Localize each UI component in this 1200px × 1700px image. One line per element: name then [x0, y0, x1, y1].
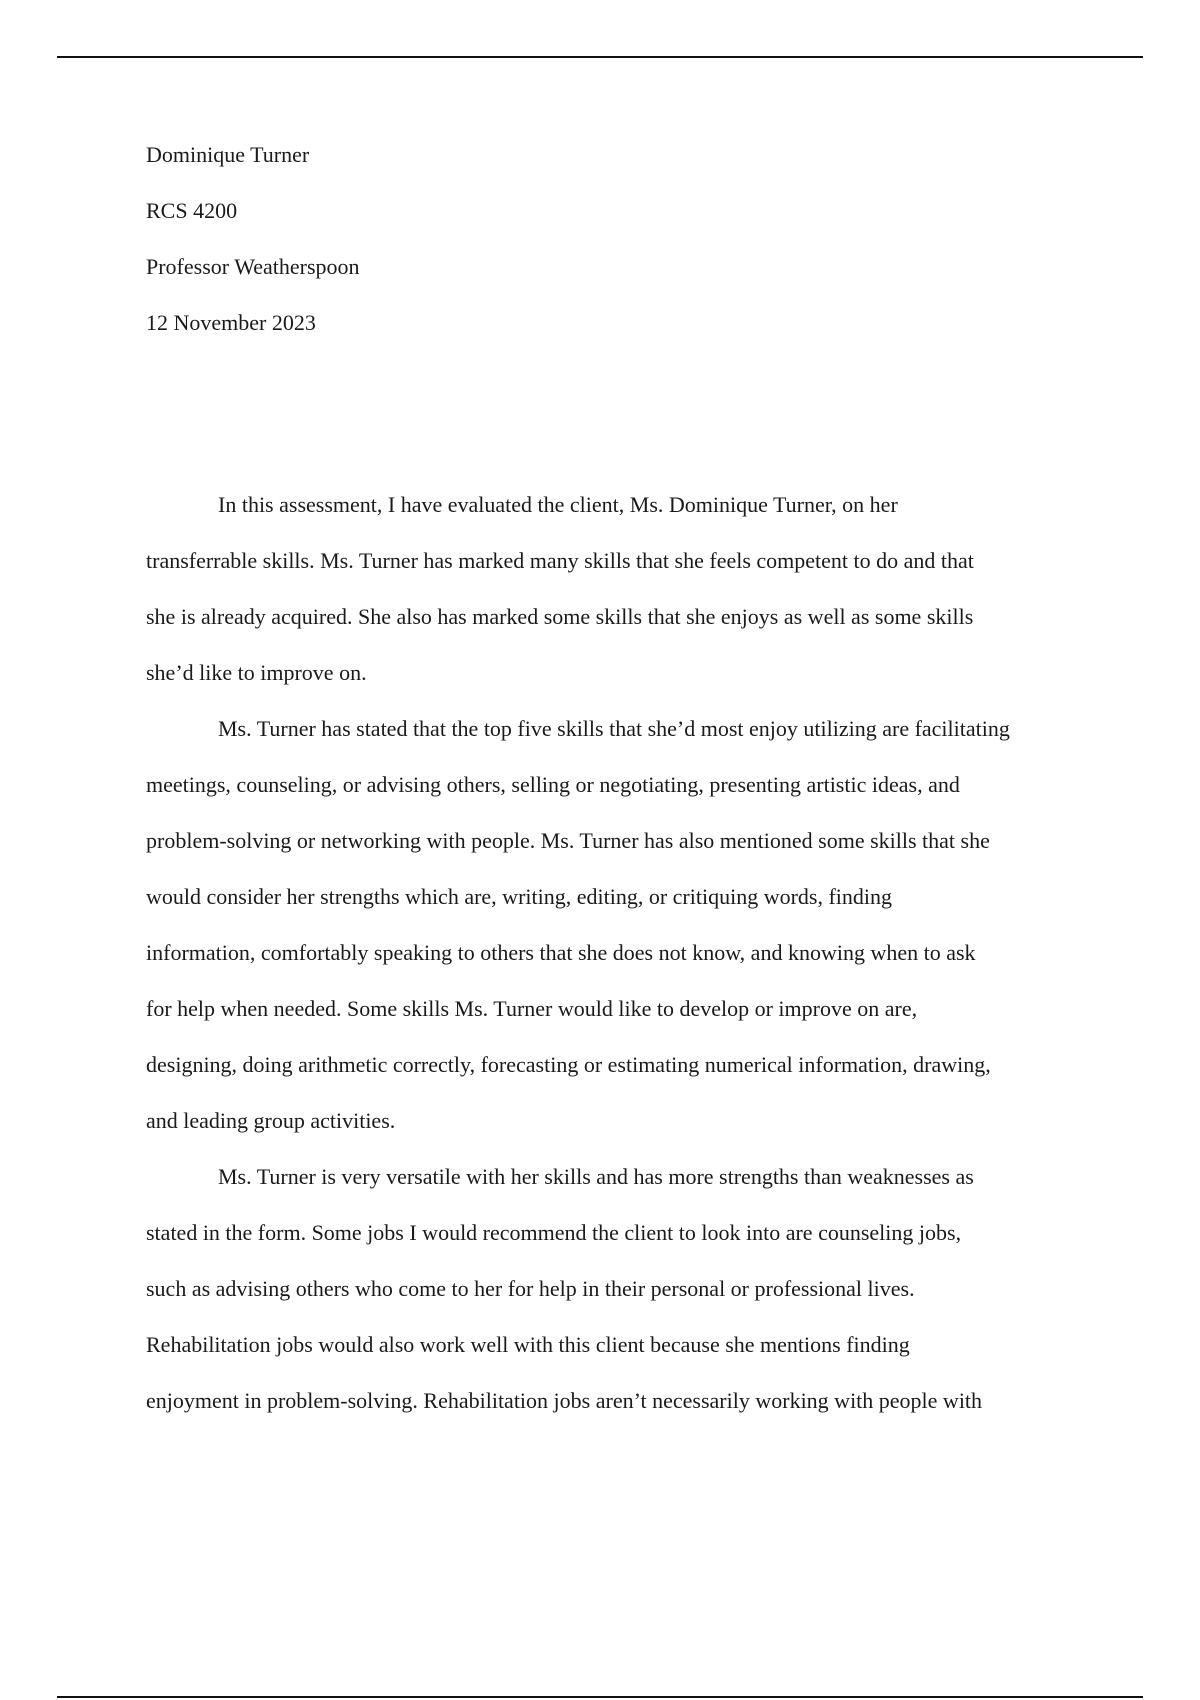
essay-body [146, 477, 1096, 1429]
paragraph-line: problem-solving or networking with people. Ms. Turner has also mentioned some skills that she [146, 828, 990, 853]
document-date: 12 November 2023 [146, 310, 316, 335]
paragraph-line: designing, doing arithmetic correctly, forecasting or estimating numerical information, drawing, [146, 1052, 991, 1077]
paragraph-line: she’d like to improve on. [146, 660, 367, 685]
professor-name: Professor Weatherspoon [146, 254, 360, 279]
paragraph-line: would consider her strengths which are, writing, editing, or critiquing words, finding [146, 884, 893, 909]
course-code: RCS 4200 [146, 198, 238, 223]
paragraph-line: such as advising others who come to her for help in their personal or professional lives. [146, 1276, 915, 1301]
top-page-rule [57, 56, 1143, 58]
paragraph-line: Ms. Turner has stated that the top five skills that she’d most enjoy utilizing are facilitating [218, 716, 1010, 741]
paragraph-line: for help when needed. Some skills Ms. Turner would like to develop or improve on are, [146, 996, 918, 1021]
paragraph-line: enjoyment in problem-solving. Rehabilitation jobs aren’t necessarily working with people with [146, 1388, 983, 1413]
paragraph-line: stated in the form. Some jobs I would recommend the client to look into are counseling jobs, [146, 1220, 962, 1245]
paragraph-3 [146, 1149, 1096, 1429]
paragraph-1 [146, 477, 1096, 701]
paragraph-line: Ms. Turner is very versatile with her skills and has more strengths than weaknesses as [218, 1164, 974, 1189]
paragraph-line: meetings, counseling, or advising others, selling or negotiating, presenting artistic ideas, and [146, 772, 960, 797]
bottom-page-rule [57, 1696, 1143, 1698]
paragraph-line: In this assessment, I have evaluated the client, Ms. Dominique Turner, on her [218, 492, 898, 517]
paragraph-2 [146, 701, 1096, 1149]
paragraph-line: Rehabilitation jobs would also work well with this client because she mentions finding [146, 1332, 910, 1357]
student-name: Dominique Turner [146, 142, 310, 167]
paragraph-line: transferrable skills. Ms. Turner has marked many skills that she feels competent to do and that [146, 548, 974, 573]
paragraph-line: and leading group activities. [146, 1108, 396, 1133]
mla-heading [146, 141, 1096, 365]
paragraph-line: she is already acquired. She also has marked some skills that she enjoys as well as some skills [146, 604, 974, 629]
paragraph-line: information, comfortably speaking to others that she does not know, and knowing when to ask [146, 940, 976, 965]
